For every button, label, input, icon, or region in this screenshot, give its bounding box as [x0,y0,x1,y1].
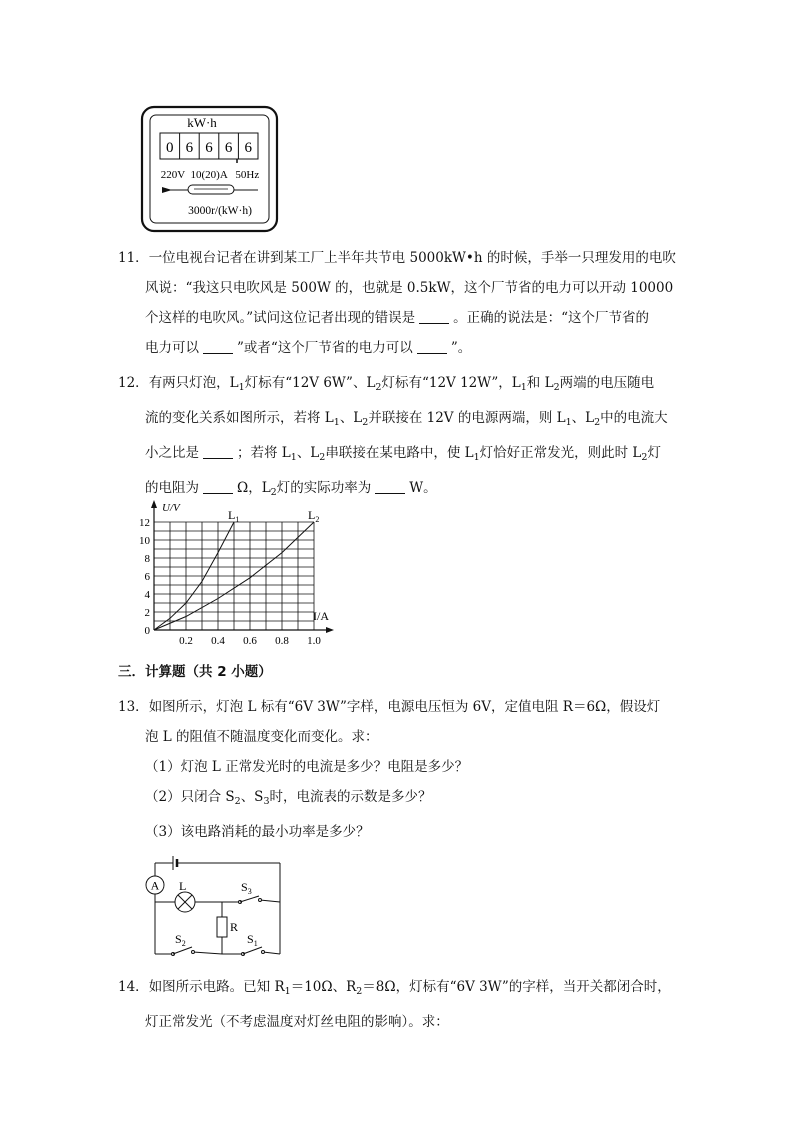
meter-digits [166,133,252,159]
lamp-label: L [179,879,187,893]
answer-blank[interactable] [417,339,447,354]
meter-unit: kW·h [187,115,217,130]
x-tick-label: 1.0 [307,635,321,647]
meter-digit: 6 [185,140,194,156]
x-tick-label: 0.6 [243,635,257,647]
battery-icon [173,856,177,870]
switch-s3-label: $S_3$ [241,880,252,896]
resistor-icon [217,917,227,937]
meter-digit: 6 [244,140,252,156]
switch-s3-icon [239,896,262,904]
switch-s1-icon [242,947,265,956]
circuit-diagram [138,852,288,962]
y-tick-label: 10 [139,535,150,547]
u-i-chart [130,498,345,650]
chart-ticks [139,517,321,647]
meter-disc-icon [162,185,258,194]
meter-constant: 3000r/(kW·h) [188,205,252,217]
x-tick-label: 0.2 [179,635,193,647]
resistor-label: R [230,920,239,934]
y-tick-label: 8 [144,553,150,565]
answer-blank[interactable] [203,444,233,459]
y-tick-label: 2 [144,607,150,619]
meter-digit: 0 [166,140,174,156]
meter-digit: 6 [224,140,233,156]
question-13: 13．如图所示，灯泡 L 标有“6V 3W”字样，电源电压恒为 6V，定值电阻 R＝6Ω，假设灯 泡 L 的阻值不随温度变化而变化。求： （1）灯泡 L 正常发光时的电流是多少？电阻是多少？ （2）只闭合 $S_2$、$S_3$时，电流表的示数是多少？ （3）该电路消耗的最小功率是多少？ [118,699,661,840]
series-label-l1: $L_1$ [228,508,240,524]
question-12: 12．有两只灯泡，$L_1$灯标有“12V 6W”、$L_2$灯标有“12V 12W”，$L_1$和 $L_2$两端的电压随电 流的变化关系如图所示，若将 $L_1$、$L_2$并联接在 12V 的电源两端，则 $L_1$、$L_2$中的电流大 小之比是 ；若将 $L_1$、$L_2$串联接在某电路中，使 $L_1$灯恰好正常发光，则此时 $L_2$灯 的电阻为 Ω，$L_2$灯的实际功率为 W。 [118,375,668,498]
switch-s2-icon [172,947,195,956]
switch-s1-label: $S_1$ [247,932,258,948]
y-axis-label: U/V [162,502,180,514]
x-tick-label: 0.8 [275,635,289,647]
lamp-icon [175,892,195,912]
meter-digit: 6 [205,140,213,156]
section-heading: 三．计算题（共 2 小题） [118,664,272,680]
x-axis-label: I/A [313,609,329,623]
answer-blank[interactable] [375,479,405,494]
question-14: 14．如图所示电路。已知 $R_1=10\Omega$、$R_2=8\Omega$，灯标有“6V 3W”的字样，当开关都闭合时， 灯正常发光（不考虑温度对灯丝电阻的影响）。求： [118,979,671,1030]
y-tick-label: 6 [144,571,150,583]
svg-text:A: A [150,878,160,893]
answer-blank[interactable] [419,309,449,324]
switch-s2-label: $S_2$ [175,932,186,948]
meter-rating: 220V 10(20)A 50Hz [160,169,260,181]
electric-meter-figure [140,105,280,235]
chart-axes [151,500,334,633]
ammeter-icon [146,876,164,894]
answer-blank[interactable] [203,479,233,494]
series-label-l2: $L_2$ [308,508,320,524]
y-tick-label: 0 [144,625,150,637]
chart-grid [154,522,314,630]
y-tick-label: 4 [144,589,150,601]
x-tick-label: 0.4 [211,635,225,647]
y-tick-label: 12 [139,517,150,529]
question-11: 11．一位电视台记者在讲到某工厂上半年共节电 5000kW•h 的时候，手举一只理发用的电吹 风说：“我这只电吹风是 500W 的，也就是 0.5kW，这个厂节省的电力可以开动 10000 个这样的电吹风。”试问这位记者出现的错误是 。正确的说法是：“这个厂节省的 电力可以 ”或者“这个厂节省的电力可以 ”。 [118,250,676,356]
answer-blank[interactable] [203,339,233,354]
